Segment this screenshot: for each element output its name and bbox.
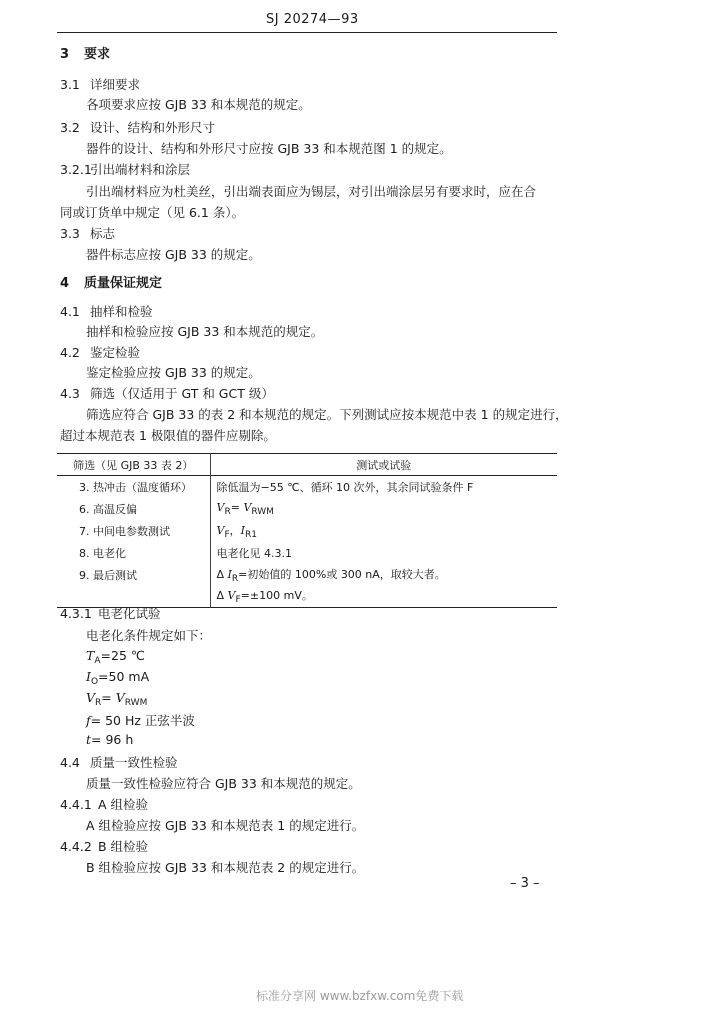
section-4-3-1-intro: 电老化条件规定如下： [86,628,212,643]
footer-watermark: 标准分享网 www.bzfxw.com免费下载 [256,989,464,1003]
section-3-2-body: 器件的设计、结构和外形尺寸应按 GJB 33 和本规范图 1 的规定。 [86,141,452,156]
table-cell: 7. 中间电参数测试 [57,520,210,542]
section-4-4-2-heading: 4.4.2 B 组检验 [60,839,149,854]
standard-number: SJ 20274—93 [266,12,359,27]
header-rule [57,32,557,33]
section-3-1-body: 各项要求应按 GJB 33 和本规范的规定。 [86,97,311,112]
table-cell-formula: $V_R= V_{RWM}$ [216,500,274,517]
table-cell: 6. 高温反偏 [57,498,210,520]
section-4-4-heading: 4.4 质量一致性检验 [60,755,178,770]
section-4-1-heading: 4.1 抽样和检验 [60,304,153,319]
burnin-vr: $V_R= V_{RWM}$ [86,690,148,708]
section-3-3-body: 器件标志应按 GJB 33 的规定。 [86,247,261,262]
section-4-1-body: 抽样和检验应按 GJB 33 和本规范的规定。 [86,324,324,339]
table-row [57,476,557,498]
table-cell: 除低温为−55 ℃、循环 10 次外，其余同试验条件 F [216,480,474,494]
section-4-2-body: 鉴定检验应按 GJB 33 的规定。 [86,365,261,380]
screening-table [57,453,557,608]
table-header-test: 测试或试验 [356,458,412,472]
section-4-heading: 4 质量保证规定 [60,276,163,291]
section-3-2-1-heading: 3.2.1引出端材料和涂层 [60,162,191,177]
table-header-screen: 筛选（见 GJB 33 表 2） [57,454,210,476]
table-cell: 9. 最后测试 [57,564,210,586]
section-3-2-1-body-line2: 同或订货单中规定（见 6.1 条）。 [60,205,245,220]
section-4-4-body: 质量一致性检验应符合 GJB 33 和本规范的规定。 [86,776,361,791]
section-4-4-2-body: B 组检验应按 GJB 33 和本规范表 2 的规定进行。 [86,860,365,875]
section-4-3-body-line1: 筛选应符合 GJB 33 的表 2 和本规范的规定。下列测试应按本规范中表 1 的规定进行， [86,407,568,422]
section-4-3-body-line2: 超过本规范表 1 极限值的器件应剔除。 [60,428,276,443]
table-cell-formula: Δ $I_R=$初始值的 100%或 300 nA，取较大者。 [216,567,446,584]
page-number: – 3 – [510,876,540,891]
section-3-2-1-body-line1: 引出端材料应为杜美丝，引出端表面应为锡层，对引出端涂层另有要求时，应在合 [86,184,537,199]
table-row [57,498,557,520]
table-cell: 8. 电老化 [57,542,210,564]
table-header-row [57,454,557,476]
section-4-4-1-body: A 组检验应按 GJB 33 和本规范表 1 的规定进行。 [86,818,365,833]
section-3-heading: 3 要求 [60,47,111,62]
section-4-3-heading: 4.3 筛选（仅适用于 GT 和 GCT 级） [60,386,274,401]
burnin-f: f= 50 Hz 正弦半波 [86,713,195,728]
table-row [57,520,557,542]
table-cell-formula: Δ $V_F=\pm 100$ mV。 [216,589,313,606]
section-3-3-heading: 3.3 标志 [60,226,116,241]
burnin-ta: $T_A=25$ ℃ [86,648,145,666]
section-3-1-heading: 3.1 详细要求 [60,77,141,92]
table-row [57,542,557,564]
table-cell: 3. 热冲击（温度循环） [57,476,210,498]
section-4-3-1-heading: 4.3.1 电老化试验 [60,606,161,621]
burnin-io: $I_O=50$ mA [86,669,150,687]
section-3-2-heading: 3.2 设计、结构和外形尺寸 [60,120,216,135]
section-4-4-1-heading: 4.4.1 A 组检验 [60,797,149,812]
table-cell-formula: $V_F$，$I_{R1}$ [216,523,257,540]
burnin-t: t= 96 h [86,732,134,747]
table-row [57,564,557,586]
table-cell: 电老化见 4.3.1 [216,546,292,560]
section-4-2-heading: 4.2 鉴定检验 [60,345,141,360]
